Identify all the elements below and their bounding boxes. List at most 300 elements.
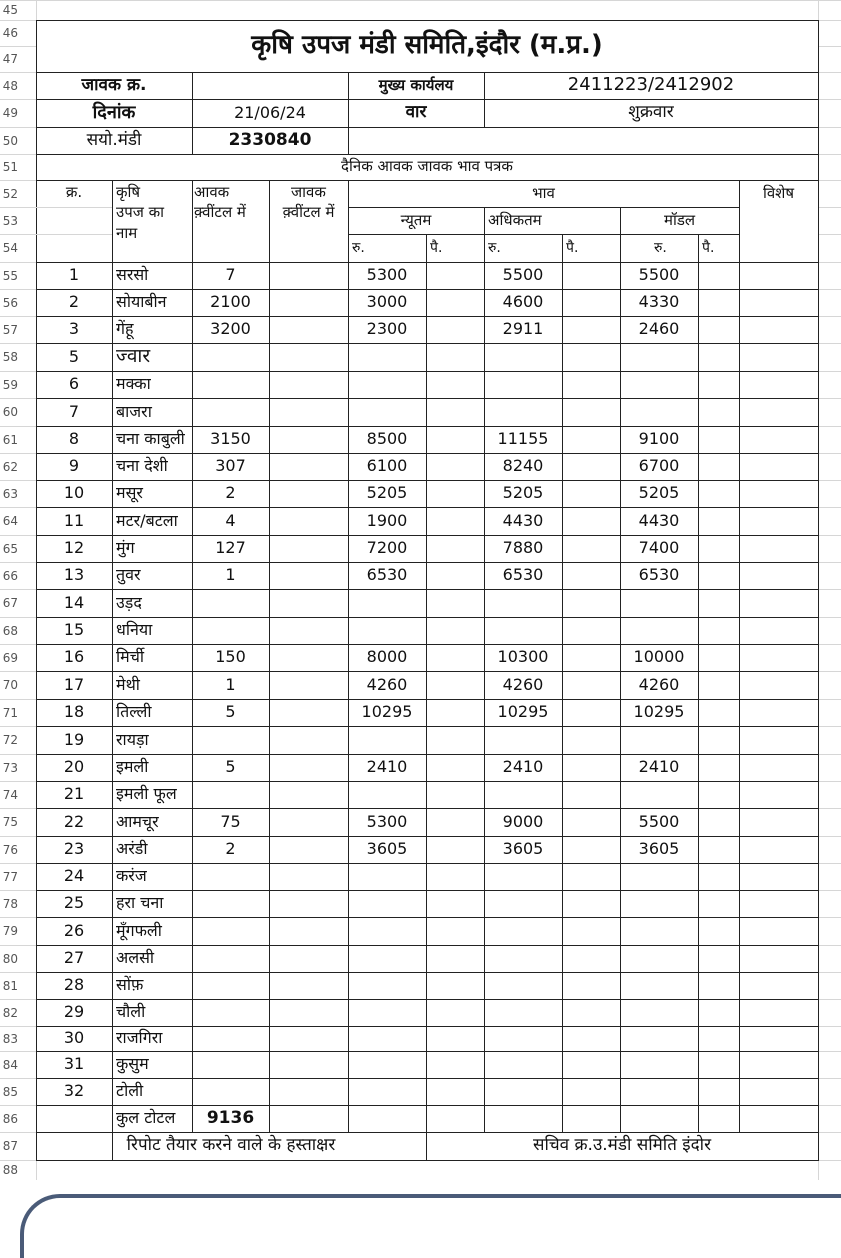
row-serial-number[interactable]: 8 <box>68 429 80 449</box>
row-number[interactable]: 55 <box>2 268 18 283</box>
col-model-ru[interactable]: रु. <box>654 239 667 256</box>
row-aavak-quintal[interactable]: 1 <box>225 565 236 585</box>
row-max-price[interactable] <box>484 999 562 1026</box>
row-crop-name[interactable]: करंज <box>116 866 147 886</box>
grid-line <box>0 754 37 755</box>
sayo-label[interactable]: सयो.मंडी <box>86 129 142 150</box>
row-number[interactable]: 69 <box>2 650 18 665</box>
row-min-price[interactable]: 5300 <box>366 265 408 285</box>
row-number[interactable]: 61 <box>2 432 18 447</box>
panel-curve-shape <box>20 1194 841 1258</box>
footer-right-signature[interactable]: सचिव क्र.उ.मंडी समिति इंदोर <box>532 1135 712 1156</box>
row-number[interactable]: 68 <box>2 623 18 638</box>
row-model-price[interactable] <box>620 343 698 371</box>
row-max-price[interactable] <box>484 917 562 945</box>
row-crop-name[interactable]: धनिया <box>116 620 153 640</box>
grid-line <box>818 781 841 782</box>
row-crop-name[interactable]: कुसुम <box>116 1054 149 1074</box>
grid-line <box>818 127 841 128</box>
grid-line <box>818 726 841 727</box>
row-number[interactable]: 51 <box>2 160 18 174</box>
row-aavak-quintal[interactable]: 4 <box>225 510 236 530</box>
row-min-price[interactable]: 5300 <box>366 811 408 831</box>
row-model-price[interactable]: 9100 <box>638 429 680 449</box>
row-crop-name[interactable]: ज्वार <box>116 345 151 368</box>
row-crop-name[interactable]: मक्का <box>116 374 151 394</box>
col-jawak-line-1: जावक <box>291 183 326 201</box>
grid-line <box>818 426 841 427</box>
grid-line <box>818 863 841 864</box>
row-max-price[interactable]: 7880 <box>502 538 544 558</box>
row-min-price[interactable]: 10295 <box>361 702 413 722</box>
row-max-price[interactable] <box>484 972 562 999</box>
row-min-price[interactable] <box>348 917 426 945</box>
row-number[interactable]: 63 <box>2 486 18 501</box>
row-crop-name[interactable]: अलसी <box>116 948 155 968</box>
row-min-price[interactable]: 2410 <box>366 757 408 777</box>
row-serial-number[interactable]: 31 <box>63 1054 85 1074</box>
row-aavak-quintal[interactable]: 307 <box>215 456 246 476</box>
grid-line <box>0 127 37 128</box>
grid-line <box>818 589 841 590</box>
row-model-price[interactable] <box>620 589 698 617</box>
row-model-price[interactable]: 6700 <box>638 456 680 476</box>
row-number[interactable]: 77 <box>2 869 18 884</box>
row-serial-number[interactable]: 9 <box>68 456 80 476</box>
row-max-price[interactable] <box>484 617 562 644</box>
row-aavak-quintal[interactable] <box>192 1026 269 1051</box>
row-min-price[interactable]: 8000 <box>366 647 408 667</box>
row-min-price[interactable] <box>348 371 426 398</box>
col-aavak[interactable] <box>192 180 269 234</box>
row-model-price[interactable]: 5500 <box>638 811 680 831</box>
row-model-price[interactable]: 4260 <box>638 674 680 694</box>
row-number[interactable]: 79 <box>2 924 18 938</box>
total-label[interactable]: कुल टोटल <box>116 1108 176 1128</box>
row-number[interactable]: 72 <box>2 733 18 747</box>
col-model[interactable]: मॉडल <box>663 210 696 229</box>
row-aavak-quintal[interactable] <box>192 589 269 617</box>
col-vishesh[interactable]: विशेष <box>762 183 795 202</box>
grid-line <box>0 863 37 864</box>
row-min-price[interactable]: 7200 <box>366 538 408 558</box>
row-serial-number[interactable]: 18 <box>63 702 85 722</box>
row-min-price[interactable]: 8500 <box>366 429 408 449</box>
col-nyuntam[interactable]: न्यूतम <box>400 210 432 229</box>
row-serial-number[interactable]: 14 <box>63 592 85 612</box>
row-serial-number[interactable]: 3 <box>68 319 80 339</box>
row-aavak-quintal[interactable] <box>192 890 269 917</box>
row-max-price[interactable] <box>484 398 562 426</box>
row-max-price[interactable]: 9000 <box>502 811 544 831</box>
row-max-price[interactable] <box>484 1051 562 1078</box>
row-serial-number[interactable]: 2 <box>68 292 80 312</box>
row-serial-number[interactable]: 23 <box>63 839 85 859</box>
row-number[interactable]: 78 <box>2 896 18 911</box>
row-max-price[interactable] <box>484 945 562 972</box>
row-crop-name[interactable]: चना देशी <box>116 456 168 476</box>
row-aavak-quintal[interactable] <box>192 371 269 398</box>
grid-line <box>818 999 841 1000</box>
col-model-pai[interactable]: पै. <box>702 239 715 256</box>
row-aavak-quintal[interactable]: 127 <box>215 538 246 558</box>
grid-line <box>0 426 37 427</box>
row-max-price[interactable]: 6530 <box>502 565 544 585</box>
row-min-price[interactable] <box>348 1026 426 1051</box>
vaar-value[interactable]: शुक्रवार <box>628 102 674 123</box>
row-serial-number[interactable]: 12 <box>63 538 85 558</box>
row-model-price[interactable]: 4330 <box>638 292 680 312</box>
row-crop-name[interactable]: सोयाबीन <box>116 292 167 312</box>
grid-line <box>36 0 819 1</box>
row-min-price[interactable] <box>348 1078 426 1105</box>
col-aavak-line-1: आवक <box>194 183 230 201</box>
grid-line <box>0 20 37 21</box>
row-number[interactable]: 54 <box>2 241 18 255</box>
row-number[interactable]: 81 <box>2 978 18 993</box>
col-adhiktam[interactable]: अधिकतम <box>488 210 542 229</box>
row-model-price[interactable]: 4430 <box>638 510 680 530</box>
row-min-price[interactable] <box>348 972 426 999</box>
row-max-price[interactable] <box>484 1078 562 1105</box>
grid-line <box>0 154 37 155</box>
row-crop-name[interactable]: मटर/बटला <box>116 510 178 530</box>
row-aavak-quintal[interactable]: 75 <box>220 811 241 831</box>
row-model-price[interactable] <box>620 1051 698 1078</box>
row-model-price[interactable] <box>620 781 698 808</box>
grid-line <box>0 72 37 73</box>
row-number[interactable]: 59 <box>2 377 18 392</box>
row-min-price[interactable]: 3000 <box>366 292 408 312</box>
row-model-price[interactable]: 5500 <box>638 265 680 285</box>
row-max-price[interactable]: 2911 <box>502 319 544 339</box>
row-model-price[interactable] <box>620 999 698 1026</box>
row-model-price[interactable] <box>620 863 698 890</box>
dinank-value[interactable]: 21/06/24 <box>234 102 306 122</box>
row-crop-name[interactable]: अरंडी <box>116 839 148 859</box>
row-aavak-quintal[interactable] <box>192 781 269 808</box>
row-aavak-quintal[interactable] <box>192 945 269 972</box>
row-aavak-quintal[interactable] <box>192 1051 269 1078</box>
grid-line <box>818 617 841 618</box>
grid-line <box>36 207 113 208</box>
row-max-price[interactable] <box>484 863 562 890</box>
row-number[interactable]: 56 <box>2 295 18 310</box>
row-crop-name[interactable]: सोंफ़ <box>116 975 144 995</box>
row-crop-name[interactable]: तुवर <box>116 565 141 585</box>
row-min-price[interactable] <box>348 945 426 972</box>
row-max-price[interactable]: 10300 <box>497 647 549 667</box>
row-crop-name[interactable]: उड़द <box>116 592 142 612</box>
row-max-price[interactable]: 4260 <box>502 674 544 694</box>
grid-line <box>818 453 841 454</box>
row-max-price[interactable]: 5205 <box>502 483 544 503</box>
row-number[interactable]: 58 <box>2 350 18 364</box>
row-number[interactable]: 60 <box>2 405 18 419</box>
row-min-price[interactable] <box>348 890 426 917</box>
total-value[interactable]: 9136 <box>206 1107 255 1128</box>
row-min-price[interactable] <box>348 781 426 808</box>
col-kr[interactable]: क्र. <box>65 183 83 202</box>
row-serial-number[interactable]: 11 <box>63 510 85 530</box>
row-model-price[interactable] <box>620 1078 698 1105</box>
row-crop-name[interactable]: चना काबुली <box>116 429 185 449</box>
row-number[interactable]: 84 <box>2 1057 18 1072</box>
row-max-price[interactable]: 4430 <box>502 510 544 530</box>
row-model-price[interactable]: 3605 <box>638 839 680 859</box>
row-min-price[interactable] <box>348 1051 426 1078</box>
row-number[interactable]: 47 <box>2 52 18 66</box>
row-serial-number[interactable]: 29 <box>63 1002 85 1022</box>
row-max-price[interactable]: 4600 <box>502 292 544 312</box>
row-number[interactable]: 49 <box>2 106 18 120</box>
row-number[interactable]: 46 <box>2 26 18 40</box>
row-aavak-quintal[interactable]: 3200 <box>210 319 251 339</box>
row-min-price[interactable] <box>348 863 426 890</box>
col-bhav[interactable]: भाव <box>532 183 555 202</box>
row-model-price[interactable] <box>620 1026 698 1051</box>
row-min-price[interactable] <box>348 726 426 754</box>
row-crop-name[interactable]: मूँगफली <box>116 920 162 940</box>
row-min-price[interactable] <box>348 343 426 371</box>
row-model-price[interactable] <box>620 726 698 754</box>
row-serial-number[interactable]: 15 <box>63 620 85 640</box>
row-number[interactable]: 73 <box>2 760 18 775</box>
mukhya-label[interactable]: मुख्य कार्यलय <box>378 75 454 94</box>
row-min-price[interactable]: 2300 <box>366 319 408 339</box>
row-model-price[interactable] <box>620 917 698 945</box>
grid-line <box>818 180 841 181</box>
grid-line <box>0 972 37 973</box>
row-model-price[interactable]: 6530 <box>638 565 680 585</box>
row-number[interactable]: 75 <box>2 815 18 829</box>
row-min-price[interactable] <box>348 398 426 426</box>
row-max-price[interactable] <box>484 781 562 808</box>
row-model-price[interactable] <box>620 398 698 426</box>
row-aavak-quintal[interactable]: 2 <box>225 483 236 503</box>
row-aavak-quintal[interactable] <box>192 1078 269 1105</box>
row-serial-number[interactable]: 21 <box>63 784 85 804</box>
grid-line <box>818 507 841 508</box>
row-aavak-quintal[interactable] <box>192 863 269 890</box>
row-number[interactable]: 67 <box>2 596 18 610</box>
row-max-price[interactable] <box>484 371 562 398</box>
row-number[interactable]: 50 <box>2 133 18 148</box>
row-min-price[interactable]: 3605 <box>366 839 408 859</box>
row-crop-name[interactable]: आमचूर <box>116 811 159 831</box>
vaar-label[interactable]: वार <box>405 102 427 123</box>
row-model-price[interactable] <box>620 371 698 398</box>
row-number[interactable]: 76 <box>2 842 18 857</box>
row-number[interactable]: 53 <box>2 213 18 228</box>
row-crop-name[interactable]: चौली <box>116 1002 146 1022</box>
grid-line <box>0 699 37 700</box>
row-min-price[interactable]: 5205 <box>366 483 408 503</box>
grid-line <box>0 1105 37 1106</box>
row-max-price[interactable] <box>484 1026 562 1051</box>
row-aavak-quintal[interactable] <box>192 617 269 644</box>
col-max-pai[interactable]: पै. <box>566 239 579 256</box>
row-aavak-quintal[interactable]: 150 <box>215 647 246 667</box>
row-crop-name[interactable]: हरा चना <box>116 893 164 913</box>
row-serial-number[interactable]: 13 <box>63 565 85 585</box>
row-serial-number[interactable]: 17 <box>63 674 85 694</box>
row-model-price[interactable]: 10000 <box>633 647 685 667</box>
row-model-price[interactable]: 2410 <box>638 757 680 777</box>
row-number[interactable]: 57 <box>2 322 18 337</box>
row-model-price[interactable]: 5205 <box>638 483 680 503</box>
row-aavak-quintal[interactable]: 7 <box>225 265 236 285</box>
row-model-price[interactable]: 10295 <box>633 702 685 722</box>
row-min-price[interactable]: 6530 <box>366 565 408 585</box>
row-crop-name[interactable]: सरसो <box>116 265 149 285</box>
row-aavak-quintal[interactable]: 5 <box>225 702 236 722</box>
jawak-label[interactable]: जावक क्र. <box>81 74 147 95</box>
row-model-price[interactable] <box>620 890 698 917</box>
grid-line <box>0 99 37 100</box>
row-number[interactable]: 64 <box>2 514 18 528</box>
row-number[interactable]: 71 <box>2 705 18 720</box>
row-number[interactable]: 45 <box>2 3 18 17</box>
row-max-price[interactable]: 5500 <box>502 265 544 285</box>
grid-line <box>818 343 841 344</box>
row-max-price[interactable] <box>484 890 562 917</box>
mukhya-value[interactable]: 2411223/2412902 <box>567 74 735 96</box>
row-aavak-quintal[interactable] <box>192 398 269 426</box>
row-max-price[interactable] <box>484 589 562 617</box>
row-aavak-quintal[interactable]: 2100 <box>210 292 251 312</box>
col-min-ru[interactable]: रु. <box>352 239 365 256</box>
row-number[interactable]: 74 <box>2 787 18 802</box>
col-max-ru[interactable]: रु. <box>488 239 501 256</box>
row-max-price[interactable]: 10295 <box>497 702 549 722</box>
col-name-line-1: कृषि <box>116 183 141 201</box>
grid-line <box>818 917 841 918</box>
footer-left-signature[interactable]: रिपोट तैयार करने वाले के हस्ताक्षर <box>126 1135 336 1156</box>
row-min-price[interactable]: 1900 <box>366 510 408 530</box>
row-max-price[interactable]: 3605 <box>502 839 544 859</box>
row-model-price[interactable] <box>620 617 698 644</box>
row-number[interactable]: 52 <box>2 186 18 201</box>
row-min-price[interactable]: 4260 <box>366 674 408 694</box>
grid-line <box>0 1078 37 1079</box>
grid-line <box>818 316 841 317</box>
row-aavak-quintal[interactable] <box>192 917 269 945</box>
col-min-pai[interactable]: पै. <box>430 239 443 256</box>
row-max-price[interactable]: 8240 <box>502 456 544 476</box>
sayo-value[interactable]: 2330840 <box>228 129 312 150</box>
row-aavak-quintal[interactable] <box>192 343 269 371</box>
grid-line <box>0 0 37 1</box>
row-max-price[interactable] <box>484 726 562 754</box>
row-min-price[interactable]: 6100 <box>366 456 408 476</box>
grid-line <box>818 262 841 263</box>
row-aavak-quintal[interactable]: 2 <box>225 839 236 859</box>
row-serial-number[interactable]: 1 <box>68 265 80 285</box>
row-serial-number[interactable]: 19 <box>63 729 85 749</box>
row-serial-number[interactable]: 28 <box>63 975 85 995</box>
row-min-price[interactable] <box>348 999 426 1026</box>
row-aavak-quintal[interactable] <box>192 726 269 754</box>
sheet-subtitle[interactable]: दैनिक आवक जावक भाव पत्रक <box>341 157 513 176</box>
row-crop-name[interactable]: बाजरा <box>116 401 152 421</box>
col-jawak-line-2: क़्वींटल में <box>282 203 335 222</box>
row-serial-number[interactable]: 16 <box>63 647 85 667</box>
row-number[interactable]: 88 <box>2 1163 18 1177</box>
row-crop-name[interactable]: टोली <box>116 1081 144 1101</box>
row-number[interactable]: 85 <box>2 1084 18 1099</box>
row-number[interactable]: 70 <box>2 678 18 692</box>
grid-line <box>0 289 37 290</box>
row-crop-name[interactable]: मिर्ची <box>116 647 145 667</box>
row-serial-number[interactable]: 27 <box>63 948 85 968</box>
row-crop-name[interactable]: रायड़ा <box>116 729 149 749</box>
row-max-price[interactable]: 11155 <box>497 429 549 449</box>
row-crop-name[interactable]: तिल्ली <box>116 702 152 722</box>
col-name[interactable] <box>112 180 192 262</box>
row-crop-name[interactable]: गेंहू <box>116 319 134 339</box>
row-serial-number[interactable]: 32 <box>63 1081 85 1101</box>
col-jawak[interactable] <box>269 180 348 234</box>
sheet-title[interactable]: कृषि उपज मंडी समिति,इंदौर (म.प्र.) <box>251 30 603 61</box>
row-serial-number[interactable]: 30 <box>63 1028 85 1048</box>
row-max-price[interactable] <box>484 343 562 371</box>
row-model-price[interactable] <box>620 972 698 999</box>
row-serial-number[interactable]: 5 <box>68 346 80 366</box>
grid-line <box>818 945 841 946</box>
row-max-price[interactable]: 2410 <box>502 757 544 777</box>
row-number[interactable]: 87 <box>2 1139 18 1153</box>
row-aavak-quintal[interactable]: 1 <box>225 674 236 694</box>
row-crop-name[interactable]: राजगिरा <box>116 1028 163 1048</box>
row-number[interactable]: 83 <box>2 1031 18 1046</box>
row-number[interactable]: 66 <box>2 568 18 583</box>
row-crop-name[interactable]: इमली फूल <box>116 784 177 804</box>
row-serial-number[interactable]: 22 <box>63 811 85 831</box>
row-number[interactable]: 82 <box>2 1005 18 1020</box>
row-crop-name[interactable]: मेथी <box>116 674 140 694</box>
row-serial-number[interactable]: 6 <box>68 374 80 394</box>
row-number[interactable]: 65 <box>2 541 18 556</box>
row-serial-number[interactable]: 10 <box>63 483 85 503</box>
row-serial-number[interactable]: 25 <box>63 893 85 913</box>
grid-line <box>0 507 37 508</box>
row-number[interactable]: 86 <box>2 1111 18 1126</box>
row-min-price[interactable] <box>348 617 426 644</box>
grid-line <box>0 371 37 372</box>
row-number[interactable]: 48 <box>2 78 18 93</box>
row-model-price[interactable]: 7400 <box>638 538 680 558</box>
row-crop-name[interactable]: इमली <box>116 757 149 777</box>
row-aavak-quintal[interactable]: 5 <box>225 757 236 777</box>
grid-line <box>818 20 841 21</box>
row-min-price[interactable] <box>348 589 426 617</box>
row-serial-number[interactable]: 26 <box>63 920 85 940</box>
row-serial-number[interactable]: 20 <box>63 757 85 777</box>
row-serial-number[interactable]: 7 <box>68 401 80 421</box>
row-aavak-quintal[interactable] <box>192 999 269 1026</box>
row-model-price[interactable]: 2460 <box>638 319 680 339</box>
dinank-label[interactable]: दिनांक <box>92 101 136 123</box>
row-aavak-quintal[interactable]: 3150 <box>210 429 251 449</box>
row-number[interactable]: 80 <box>2 951 18 966</box>
row-serial-number[interactable]: 24 <box>63 866 85 886</box>
row-aavak-quintal[interactable] <box>192 972 269 999</box>
row-crop-name[interactable]: मसूर <box>116 483 143 503</box>
row-model-price[interactable] <box>620 945 698 972</box>
row-crop-name[interactable]: मुंग <box>116 538 135 558</box>
row-number[interactable]: 62 <box>2 459 18 474</box>
